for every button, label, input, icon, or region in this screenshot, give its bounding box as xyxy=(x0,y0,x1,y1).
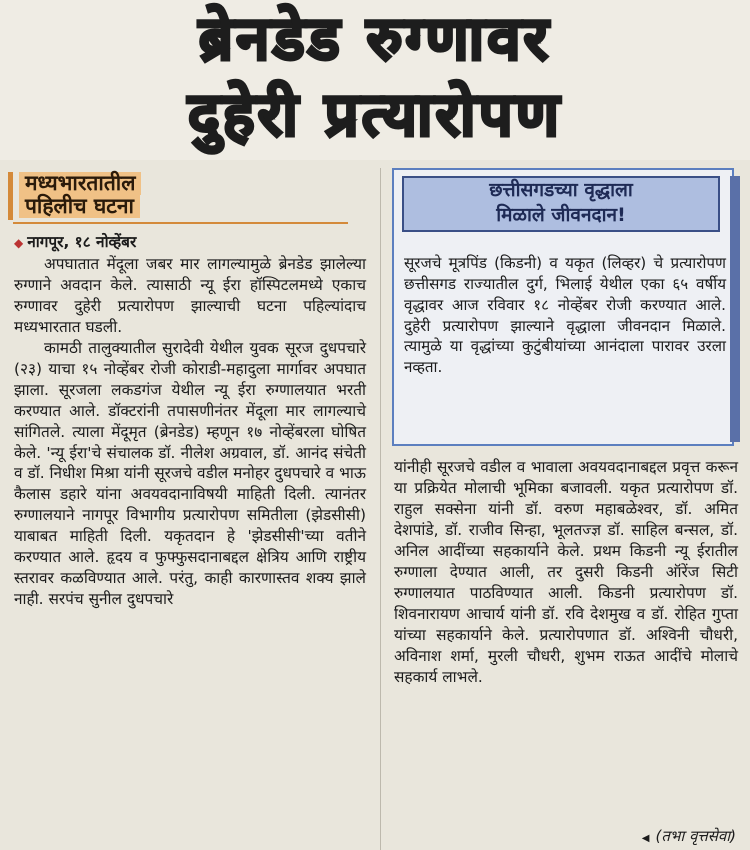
credit-text: (तभा वृत्तसेवा) xyxy=(655,827,736,845)
box-title-line-2: मिळाले जीवनदान! xyxy=(496,204,626,226)
box-body: सूरजचे मूत्रपिंड (किडनी) व यकृत (लिव्हर) चे प्रत्यारोपण छत्तीसगड राज्यातील दुर्ग, भिलाई येथील एका ६५ वर्षीय वृद्धावर आज रविवार १८ नोव्हेंबर रोजी करण्यात आले. दुहेरी प्रत्यारोपण झाल्याने वृद्धाला जीवनदान मिळाले. त्यामुळे या वृद्धांच्या कुटुंबीयांच्या आनंदाला पारावर उरला नव्हता. xyxy=(404,254,726,377)
dateline-text: नागपूर, १८ नोव्हेंबर xyxy=(27,233,137,251)
box-title-line-1: छत्तीसगडच्या वृद्धाला xyxy=(489,179,633,201)
headline-line-1: ब्रेनडेड रुग्णावर xyxy=(198,4,552,74)
bullet-icon: ◆ xyxy=(14,236,24,250)
kicker xyxy=(8,172,348,220)
box-title xyxy=(402,176,720,232)
headline xyxy=(0,0,750,160)
right-column xyxy=(394,457,738,687)
column-divider xyxy=(380,168,381,850)
kicker-line-1: मध्यभारतातील xyxy=(19,172,141,195)
dateline xyxy=(14,232,366,254)
right-paragraph: यांनीही सूरजचे वडील व भावाला अवयवदानाबद्दल प्रवृत्त करून या प्रक्रियेत मोलाची भूमिका बजावली. यकृत प्रत्यारोपण डॉ. राहुल सक्सेना यांनी डॉ. वरुण महाबळेश्वर, डॉ. अमित देशपांडे, डॉ. राजीव सिन्हा, भूलतज्ज्ञ डॉ. साहिल बन्सल, डॉ. अनिल आदींच्या सहकार्याने केले. प्रथम किडनी न्यू ईरातील रुग्णाला देण्यात आली, तर दुसरी किडनी ऑरेंज सिटी रुग्णालयात पाठविण्यात आली. किडनी प्रत्यारोपण डॉ. शिवनारायण आचार्य यांनी डॉ. रवि देशमुख व डॉ. रोहित गुप्ता यांच्या सहकार्याने केले. प्रत्यारोपणात डॉ. अश्विनी चौधरी, अविनाश शर्मा, मुरली चौधरी, शुभम राऊत आदींचे मोलाचे सहकार्य लाभले. xyxy=(394,458,738,686)
kicker-underline xyxy=(13,222,348,224)
paragraph-1: अपघातात मेंदूला जबर मार लागल्यामुळे ब्रेनडेड झालेल्या रुग्णाने अवदान केले. त्यासाठी न्यू ईरा हॉस्पिटलमध्ये एकाच रुग्णावर दुहेरी प्रत्यारोपण झाल्याची घटना पहिल्यांदाच मध्यभारतात घडली. xyxy=(14,254,366,336)
sidebar-box xyxy=(392,168,734,446)
headline-line-2: दुहेरी प्रत्यारोपण xyxy=(187,80,563,150)
credit xyxy=(642,826,736,846)
box-shadow xyxy=(730,176,740,442)
left-arrow-icon: ◀ xyxy=(641,833,650,844)
kicker-line-2: पहिलीच घटना xyxy=(19,195,140,218)
left-column xyxy=(14,232,366,610)
paragraph-2: कामठी तालुक्यातील सुरादेवी येथील युवक सूरज दुधपचारे (२३) याचा १५ नोव्हेंबर रोजी कोराडी-महादुला मार्गावर अपघात झाला. सूरजला लकडगंज येथील न्यू ईरा रुग्णालयात भरती करण्यात आले. डॉक्टरांनी तपासणीनंतर मेंदूला मार लागल्याचे सांगितले. त्याला मेंदूमृत (ब्रेनडेड) म्हणून १७ नोव्हेंबरला घोषित केले. 'न्यू ईरा'चे संचालक डॉ. नीलेश अग्रवाल, डॉ. आनंद संचेती व डॉ. निधीश मिश्रा यांनी सूरजचे वडील मनोहर दुधपचारे व भाऊ कैलास डहारे यांना अवयवदानाविषयी माहिती दिली. त्यानंतर रुग्णालयाने नागपूर विभागीय प्रत्यारोपण समितीला (झेडसीसी) याबाबत माहिती दिली. यकृतदान हे 'झेडसीसी'च्या वतीने करण्यात आले. हृदय व फुफ्फुसदानाबद्दल क्षेत्रिय आणि राष्ट्रीय स्तरावर कळविण्यात आले. परंतु, काही कारणास्तव शक्य झाले नाही. सरपंच सुनील दुधपचारे xyxy=(14,338,366,609)
